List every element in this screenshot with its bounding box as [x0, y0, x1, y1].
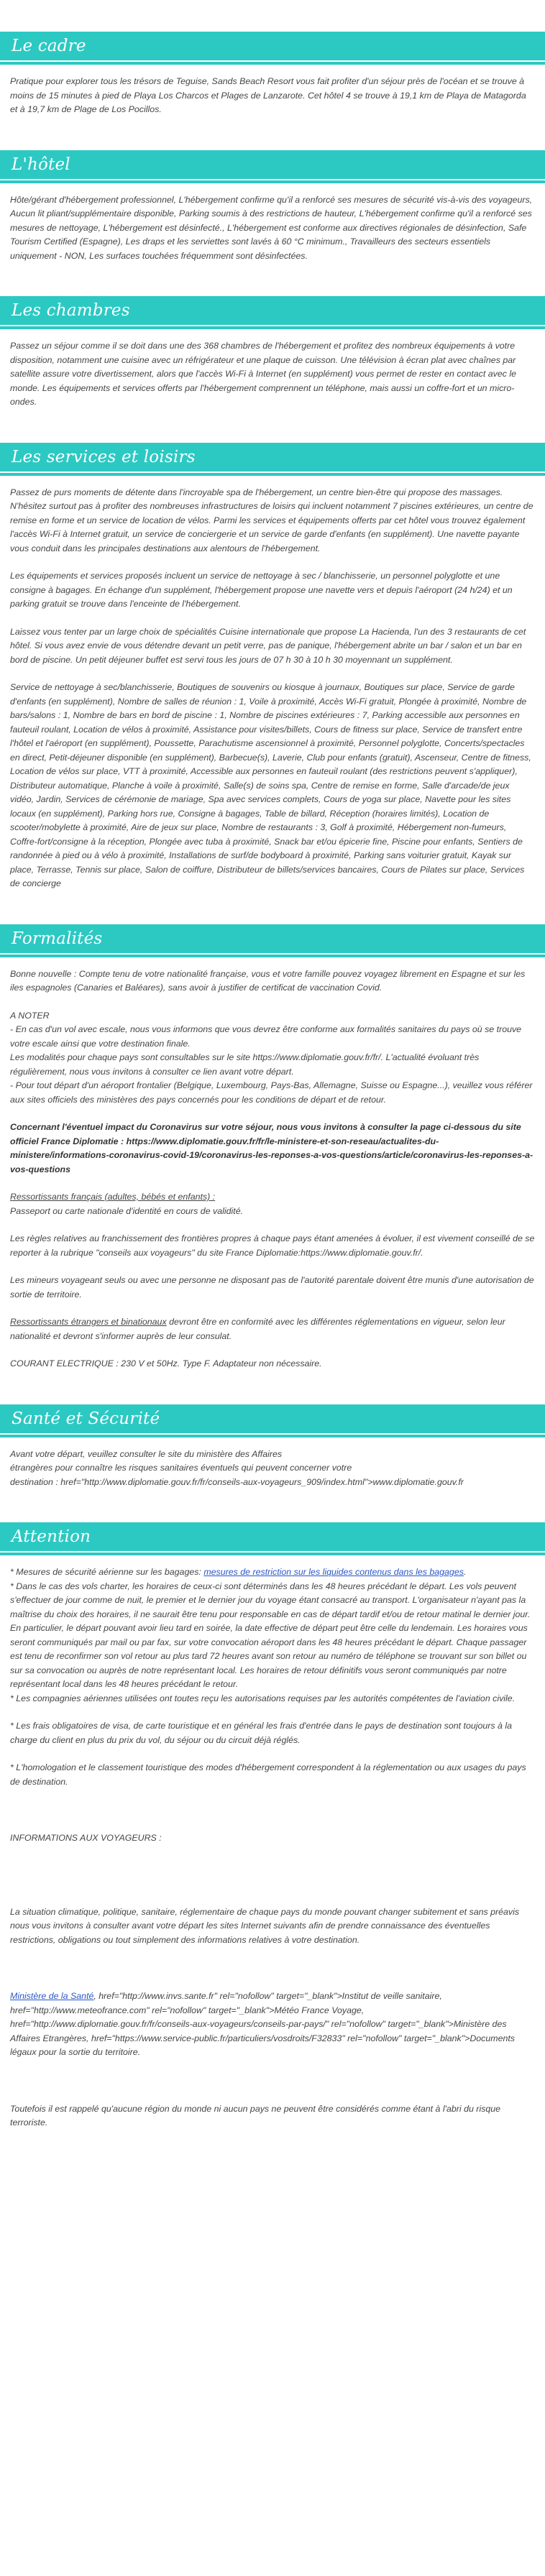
section-header-band [0, 150, 545, 179]
chambres-text: Passez un séjour comme il se doit dans une des 368 chambres de l'hébergement et profitez des nombreux équipements à votre disposition, notamment une cuisine avec un réfrigérateur et une plaque de cuisson. Une télévision à écran plat avec chaînes par satellite assure votre divertissement, alors que l'accès Wi-Fi à Internet (en supplément) vous permet de rester en contact avec le monde. Les équipements et services offerts par l'hébergement comprennent un téléphone, mais aussi un coffre-fort et un micro-ondes. [10, 341, 517, 407]
section-title: Les services et loisirs [12, 447, 196, 466]
section-title: Formalités [12, 929, 103, 948]
section-title: Le cadre [12, 37, 86, 55]
section-content [0, 60, 545, 117]
luggage-security-end: . [463, 1567, 467, 1577]
section-header-band [0, 1522, 545, 1551]
health-ministry-link[interactable]: Ministère de la Santé [10, 1991, 94, 2001]
spacer [10, 1859, 535, 1905]
section-sante [0, 1404, 545, 1490]
sante-line-2: étrangères pour connaître les risques sanitaires éventuels qui peuvent concerner votre [10, 1463, 352, 1473]
section-title: Attention [12, 1527, 91, 1546]
accommodation-rating-text: * L'homologation et le classement touristique des modes d'hébergement correspondent à la réglementation ou aux usages du pays de destination. [10, 1762, 526, 1787]
section-header-band [0, 443, 545, 472]
french-nationals-text: Passeport ou carte nationale d'identité en cours de validité. [10, 1205, 244, 1216]
spacer [10, 1961, 535, 1990]
note-line-3: - Pour tout départ d'un aéroport frontalier (Belgique, Luxembourg, Pays-Bas, Allemagne, Suisse ou Espagne...), veuillez vous référer aux sites officiels des ministères des pays concernés pour les conditions de départ et de retour. [10, 1080, 533, 1105]
section-title: Santé et Sécurité [12, 1409, 160, 1428]
section-cadre [0, 32, 545, 117]
section-hotel [0, 150, 545, 264]
liquids-restriction-link[interactable]: mesures de restriction sur les liquides contenus dans les bagages [203, 1567, 464, 1577]
section-header-band [0, 296, 545, 325]
section-services [0, 443, 545, 891]
charter-flights-text: * Dans le cas des vols charter, les horaires de ceux-ci sont déterminés dans les 48 heures précédant le départ. Les vols peuvent s'effectuer de jour comme de nuit, le premier et le dernier jour du voyage étant consacré au transport. L'organisateur n'ayant pas la maîtrise du choix des horaires, il ne saurait être tenu pour responsable en cas de départ tardif et/ou de retour matinal le dernier jour. En particulier, le départ pouvant avoir lieu tard en soirée, la date effective de départ peut être celle du lendemain. Les horaires vous seront communiqués par mail ou par fax, sur votre convocation aéroport dans les 48 heures précédant le départ. Chaque passager est tenu de reconfirmer son vol retour au plus tard 72 heures avant son retour au numéro de téléphone se trouvant sur son billet ou sur sa convocation ou auprès de notre représentant local. Les horaires de retour définitifs vous seront communiqués par notre représentant local dans les 48 heures précédant le retour. [10, 1581, 531, 1689]
note-heading: A NOTER [10, 1010, 50, 1021]
minors-text: Les mineurs voyageant seuls ou avec une personne ne disposant pas de l'autorité parentale doivent être munis d'une autorisation de sortie de territoire. [10, 1275, 534, 1300]
luggage-security-paragraph [10, 1565, 535, 1580]
services-paragraph-1: Passez de purs moments de détente dans l'incroyable spa de l'hébergement, un centre bien-être qui propose des massages. N'hésitez surtout pas à profiter des nombreuses infrastructures de loisirs qui incluent notamment 7 piscines extérieures, un centre de remise en forme et un service de location de vélos. Parmi les services et équipements offerts par cet hôtel vous trouvez également l'accès Wi-Fi à Internet gratuit, un service de conciergerie et un service de garde d'enfants (en supplément). Une navette payante vous conduit dans les principales destinations aux alentours de l'hébergement. [10, 487, 533, 553]
page [0, 32, 545, 2173]
travellers-info-heading: INFORMATIONS AUX VOYAGEURS : [10, 1833, 162, 1843]
hotel-text: Hôte/gérant d'hébergement professionnel, L'hébergement confirme qu'il a renforcé ses mesures de sécurité vis-à-vis des voyageurs, Aucun lit pliant/supplémentaire disponible, Parking soumis à des restrictions de hauteur, L'hébergement confirme qu'il a renforcé ses mesures de nettoyage, L'hébergement est désinfecté., L'hébergement est conforme aux directives régionales de désinfection, Safe Tourism Certified (Espagne), Les draps et les serviettes sont lavés à 60 °C minimum., Travailleurs des secteurs essentiels uniquement - NON, Les surfaces touchées fréquemment sont désinfectées. [10, 194, 533, 261]
section-header-band [0, 1404, 545, 1433]
spacer [10, 1803, 535, 1831]
visa-fees-text: * Les frais obligatoires de visa, de carte touristique et en général les frais d'entrée dans le pays de destination sont toujours à la charge du client en plus du prix du vol, du séjour ou du circuit déjà réglés. [10, 1721, 513, 1745]
section-content [0, 179, 545, 264]
electric-current-text: COURANT ELECTRIQUE : 230 V et 50Hz. Type F. Adaptateur non nécessaire. [10, 1358, 322, 1368]
situation-line-1: La situation climatique, politique, sanitaire, réglementaire de chaque pays du monde pouvant changer subitement et sans préavis [10, 1906, 520, 1917]
section-content [0, 325, 545, 410]
coronavirus-notice: Concernant l'éventuel impact du Coronavirus sur votre séjour, nous vous invitons à consulter la page ci-dessous du site officiel France Diplomatie : https://www.diplomatie.gouv.fr/fr/le-ministere-et-son-reseau/actualites-du-ministere/informations-coronavirus-covid-19/coronavirus-les-reponses-a-vos-questions/article/coronavirus-les-reponses-a-vos-questions [10, 1122, 533, 1174]
spacer [10, 2074, 535, 2102]
section-content [0, 472, 545, 891]
situation-line-2: nous vous invitons à consulter avant votre départ les sites Internet suivants afin de prendre connaissance des éventuelles restrictions, obligations ou tout simplement des informations relatives à votre destination. [10, 1920, 490, 1945]
section-header-band [0, 924, 545, 953]
luggage-security-label: * Mesures de sécurité aérienne sur les bagages: [10, 1567, 204, 1577]
services-paragraph-3: Laissez vous tenter par un large choix de spécialités Cuisine internationale que propose La Hacienda, l'un des 3 restaurants de cet hôtel. Si vous avez envie de vous détendre devant un petit verre, pas de panique, l'hébergement abrite un bar / salon et un bar en bord de piscine. Un petit déjeuner buffet est servi tous les jours de 07 h 30 à 10 h 30 moyennant un supplément. [10, 626, 526, 665]
useful-links-text: , href="http://www.invs.sante.fr" rel="nofollow" target="_blank">Institut de veille sanitaire, href="http://www.meteofrance.com" rel="nofollow" target="_blank">Météo France Voyage, href="http://www.diplomatie.gouv.fr/fr/conseils-aux-voyageurs/conseils-par-pays/" rel="nofollow" target="_blank">Ministère des Affaires Etrangères, href="https://www.service-public.fr/particuliers/vosdroits/F32833" rel="nofollow" target="_blank">Documents légaux pour la sortie du territoire. [10, 1991, 516, 2057]
useful-links-paragraph [10, 1990, 535, 2060]
section-content [0, 953, 545, 1371]
section-content [0, 1551, 545, 2130]
services-paragraph-4: Service de nettoyage à sec/blanchisserie, Boutiques de souvenirs ou kiosque à journaux, Boutiques sur place, Service de garde d'enfants (en supplément), Nombre de salles de réunion : 1, Voile à proximité, Accès Wi-Fi gratuit, Plongée à proximité, Nombre de bars/salons : 1, Nombre de bars en bord de piscine : 1, Nombre de piscines extérieures : 7, Parking accessible aux personnes en fauteuil roulant, Location de vélos à proximité, Assistance pour visites/billets, Cours de fitness sur place, Service de transfert entre l'hôtel et l'aéroport (en supplément), Poussette, Parachutisme ascensionnel à proximité, Personnel polyglotte, Concerts/spectacles en direct, Petit-déjeuner disponible (en supplément), Barbecue(s), Laverie, Club pour enfants (gratuit), Ascenseur, Centre de fitness, Location de vélos sur place, VTT à proximité, Accessible aux personnes en fauteuil roulant (des restrictions peuvent s'appliquer), Distributeur automatique, Planche à voile à proximité, Salle(s) de soins spa, Centre de remise en forme, Salle d'arcade/de jeux vidéo, Jardin, Services de cérémonie de mariage, Spa avec services complets, Cours de yoga sur place, Navette pour les sites locaux (en supplément), Parking hors rue, Consigne à bagages, Table de billard, Réception (horaires limités), Location de scooter/mobylette à proximité, Aire de jeux sur place, Nombre de restaurants : 3, Golf à proximité, Hébergement non-fumeurs, Coffre-fort/consigne à la réception, Plongée avec tuba à proximité, Snack bar et/ou épicerie fine, Piscine pour enfants, Sentiers de randonnée à pied ou à vélo à proximité, Installations de surf/de bodyboard à proximité, Parking sans voiturier gratuit, Kayak sur place, Terrasse, Tennis sur place, Salon de coiffure, Distributeur de billets/services bancaires, Cours de Pilates sur place, Services de concierge [10, 682, 531, 888]
sante-line-1: Avant votre départ, veuillez consulter le site du ministère des Affaires [10, 1448, 283, 1459]
section-title: L'hôtel [12, 155, 70, 174]
section-title: Les chambres [12, 301, 130, 320]
foreign-nationals-paragraph [10, 1315, 535, 1343]
section-attention [0, 1522, 545, 2130]
foreign-nationals-text: devront être en conformité avec les différentes réglementations en vigueur, selon leur nationalité et devront s'informer auprès de leur consulat. [10, 1317, 505, 1341]
services-paragraph-2: Les équipements et services proposés incluent un service de nettoyage à sec / blanchisserie, un personnel polyglotte et une consigne à bagages. En échange d'un supplément, l'hébergement propose une navette vers et depuis l'aéroport (24 h/24) et un parking gratuit se trouve dans l'enceinte de l'hébergement. [10, 571, 513, 609]
terrorism-risk-text: Toutefois il est rappelé qu'aucune région du monde ni aucun pays ne peuvent être considérés comme étant à l'abri du risque terroriste. [10, 2103, 501, 2128]
french-nationals-heading: Ressortissants français (adultes, bébés et enfants) : [10, 1192, 216, 1202]
section-formalites [0, 924, 545, 1371]
section-chambres [0, 296, 545, 410]
formalites-intro: Bonne nouvelle : Compte tenu de votre nationalité française, vous et votre famille pouvez voyagez librement en Espagne et sur les iles espagnoles (Canaries et Baléares), sans avoir à justifier de certificat de vaccination Covid. [10, 968, 526, 993]
section-header-band [0, 32, 545, 60]
border-rules-text: Les règles relatives au franchissement des frontières propres à chaque pays étant amenées à évoluer, il est vivement conseillé de se reporter à la rubrique "conseils aux voyageurs" du site France Diplomatie:https://www.diplomatie.gouv.fr/. [10, 1233, 535, 1258]
airlines-authorization-text: * Les compagnies aériennes utilisées ont toutes reçu les autorisations requises par les autorités compétentes de l'aviation civile. [10, 1693, 516, 1703]
foreign-nationals-heading: Ressortissants étrangers et binationaux [10, 1317, 167, 1327]
note-line-1: - En cas d'un vol avec escale, nous vous informons que vous devrez être conforme aux formalités sanitaires du pays où se trouve votre escale ainsi que votre destination finale. [10, 1024, 522, 1049]
section-content [0, 1433, 545, 1490]
sante-line-3: destination : href="http://www.diplomatie.gouv.fr/fr/conseils-aux-voyageurs_909/index.html">www.diplomatie.gouv.fr [10, 1476, 464, 1487]
note-line-2: Les modalités pour chaque pays sont consultables sur le site https://www.diplomatie.gouv.fr/fr/. L'actualité évoluant très régulièrement, nous vous invitons à consulter ce lien avant votre départ. [10, 1052, 480, 1077]
cadre-text: Pratique pour explorer tous les trésors de Teguise, Sands Beach Resort vous fait profiter d'un séjour près de l'océan et se trouve à moins de 15 minutes à pied de Playa Los Charcos et Plages de Lanzarote. Cet hôtel 4 se trouve à 19,1 km de Playa de Matagorda et à 19,7 km de Plage de Los Pocillos. [10, 76, 526, 114]
